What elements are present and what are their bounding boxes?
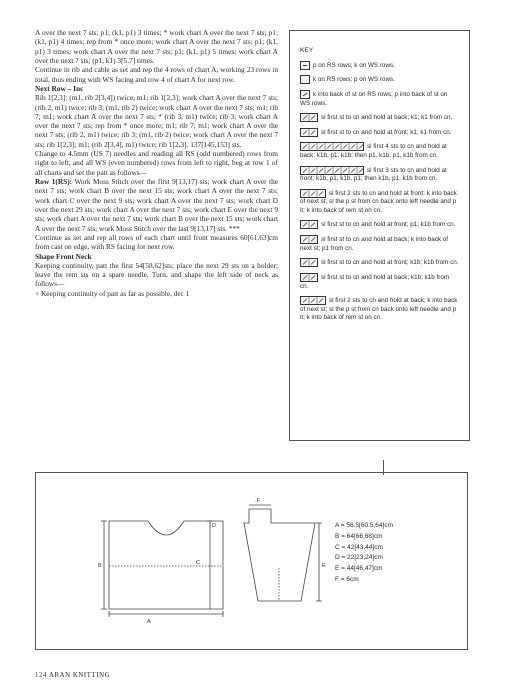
measurement-line: C = 42[43,44]cm [335,543,383,551]
key-item-text: p on RS rows; k on WS rows. [313,61,395,69]
key-item-text: sl first st to cn and hold at back; k into back of next st; p1 from cn. [300,236,449,252]
key-item-text: sl first st to cn and hold at back; k1b; k1b from cn. [300,274,450,290]
t2b-symbol-icon [300,235,318,244]
paragraph-text: + Keeping continuity of patt as far as possible, dec 1 [35,288,190,298]
schematic-box [35,472,468,650]
key-item [300,142,459,160]
body-paragraph [35,65,278,84]
c8b-symbol-icon [300,142,364,151]
body-paragraph [35,233,278,252]
body-paragraph [35,289,278,298]
body-outline [109,521,223,609]
key-items [300,61,459,323]
paragraph-text: Rib 1[2,3]; (m1, rib 2[3,4]) twice; m1; rib 1[2,3]; work chart A over the next 7 sts; (rib 2, m1) twice; rib 3; (m1, rib 2) twice; work chart A over the next 7 sts; m1; rib 7; m1; work chart A over the next 7 sts; * (rib 3, m1) twice; rib 3; work chart A over the next 7 sts; rep from * once more; m1; rib 7; m1; work chart A over the next 7 sts; (rib 2, m1) twice; rib 3; (m1, rib 2) twice; work chart A over the next 7 sts; rib 1[2,3]; m1; (rib 2[3,4], m1) twice; rib 1[2,3]. 137[145,153] sts. [35,93,278,149]
key-item [300,75,459,85]
p-rs-symbol-icon [300,61,310,70]
key-item-text: k on RS rows; p on WS rows. [313,76,395,84]
key-item [300,189,459,216]
key-item [300,90,459,108]
key-item [300,128,459,138]
paragraph-text: A over the next 7 sts; p1; (k1, p1) 3 times; * work chart A over the next 7 sts; p1; (k1, p1) 4 times; rep from * once more; work chart A over the next 7 sts; p1; (k1, p1) 3 times; work chart A over the next 7 sts; p1; (k1, p1) 5 times; work chart A over the next 7 sts; (p1, k1) 3[5,7] times. [35,28,278,65]
c3b-symbol-icon [300,113,318,122]
key-item-text: sl first 2 sts to cn and hold at front; k into back of next st; sl the p st from cn back onto left needle and p it; k into back of rem st on cn. [300,189,457,214]
body-paragraph [35,149,278,177]
c2b-symbol-icon [300,273,318,282]
garment-schematic [36,473,469,651]
k-rs-symbol-icon [300,75,310,84]
key-item [300,235,459,253]
t2f-symbol-icon [300,220,318,229]
measurement-line: F = 6cm [335,575,359,583]
key-item [300,166,459,184]
measurements-list [335,521,393,586]
key-title: KEY [300,47,314,54]
key-item-text: sl first st to cn and hold at back; k1; k1 from cn. [321,114,453,122]
key-item [300,220,459,230]
book-title: ARAN KNITTING [48,672,111,679]
section-heading: Shape Front Neck [35,251,92,261]
paragraph-text: Continue in rib and cable as set and rep the 4 rows of chart A, working 23 rows in total, thus ending with WS facing and row 4 of chart A for next row. [35,65,278,84]
body-paragraph [35,28,278,65]
key-item-text: sl first st to cn and hold at front; k1b; k1b from cn. [321,259,459,267]
paragraph-text: Work Moss Stitch over the first 9[13,17] sts; work chart A over the next 7 sts; work chart B over the next 15 sts; work chart A over the next 7 sts; work chart C over the next 9 sts; work chart A over the next 7 sts; work chart D over the next 29 sts; work chart A over the next 7 sts; work chart E over the next 9 sts; work chart A over the next 7 sts; work chart B over the next 15 sts; work chart A over the next 7 sts; work Moss Stitch over the last 9[13,17] sts. *** [35,177,278,233]
key-item [300,113,459,123]
measurement-line: E = 44[46,47]cm [335,565,383,573]
row-lead: Row 1(RS): [35,177,73,186]
label-e: E [322,563,326,569]
measurement-line: A = 56.5[60.5,64]cm [335,522,393,529]
page-footer [35,672,110,679]
body-paragraph [35,261,278,289]
ktbl-symbol-icon [300,90,310,99]
measurement-line: D = 22[23,24]cm [335,554,383,562]
c2f-symbol-icon [300,258,318,267]
c8f-symbol-icon [300,166,364,175]
key-item-text: sl first st to cn and hold at front; p1; k1b from cn. [321,221,456,229]
label-c: C [196,560,200,566]
section-heading: Next Row – Inc [35,83,84,93]
label-a: A [147,619,151,625]
key-item-text: sl first 3 sts to cn and hold at front; k1b, p1, k1b, p1; then k1b, p1, k1b from cn. [300,166,447,183]
label-d: D [212,523,216,529]
stitch-key [289,30,470,441]
body-paragraph [35,177,278,233]
key-item [300,273,459,291]
key-item [300,61,459,71]
key-item-text: sl first 2 sts to cn and hold at back; k into back of next st; sl the p st from cn back onto left needle and p it; k into back of rem st on cn. [300,297,458,322]
c3f-symbol-icon [300,128,318,137]
pattern-text-column [35,28,278,298]
key-item [300,258,459,268]
c5b-symbol-icon [300,296,326,305]
paragraph-text: Keeping continuity, patt the first 54[58,62]sts; place the next 29 sts on a holder; leave the rem sts on a spare needle. Turn, and shape the left side of neck as follows— [35,260,278,289]
key-item-text: k into back of st on RS rows; p into back of st on WS rows. [300,91,448,107]
key-item-text: sl first 4 sts to cn and hold at back; k1b, p1, k1b; then p1, k1b, p1, k1b from cn. [300,143,447,160]
measurement-line: B = 64[66,68]cm [335,532,383,540]
paragraph-text: Change to 4.5mm (US 7) needles and reading all RS (odd numbered) rows from right to left, and all WS (even numbered) rows from left to right, beg at row 1 of all charts and set the patt as follows— [35,149,278,177]
label-f: .F. [255,498,261,504]
label-b: B [98,563,102,569]
key-item [300,296,459,323]
paragraph-text: Continue as set and rep all rows of each chart until front measures 60[61,63]cm from cast on edge, with RS facing for next row. [35,232,278,252]
body-paragraph [35,93,278,149]
page-number: 124 [35,672,47,679]
key-item-text: sl first st to cn and hold at front; k1; k1 from cn. [321,128,452,136]
c5-symbol-icon [300,189,326,198]
sleeve-outline [244,509,315,601]
